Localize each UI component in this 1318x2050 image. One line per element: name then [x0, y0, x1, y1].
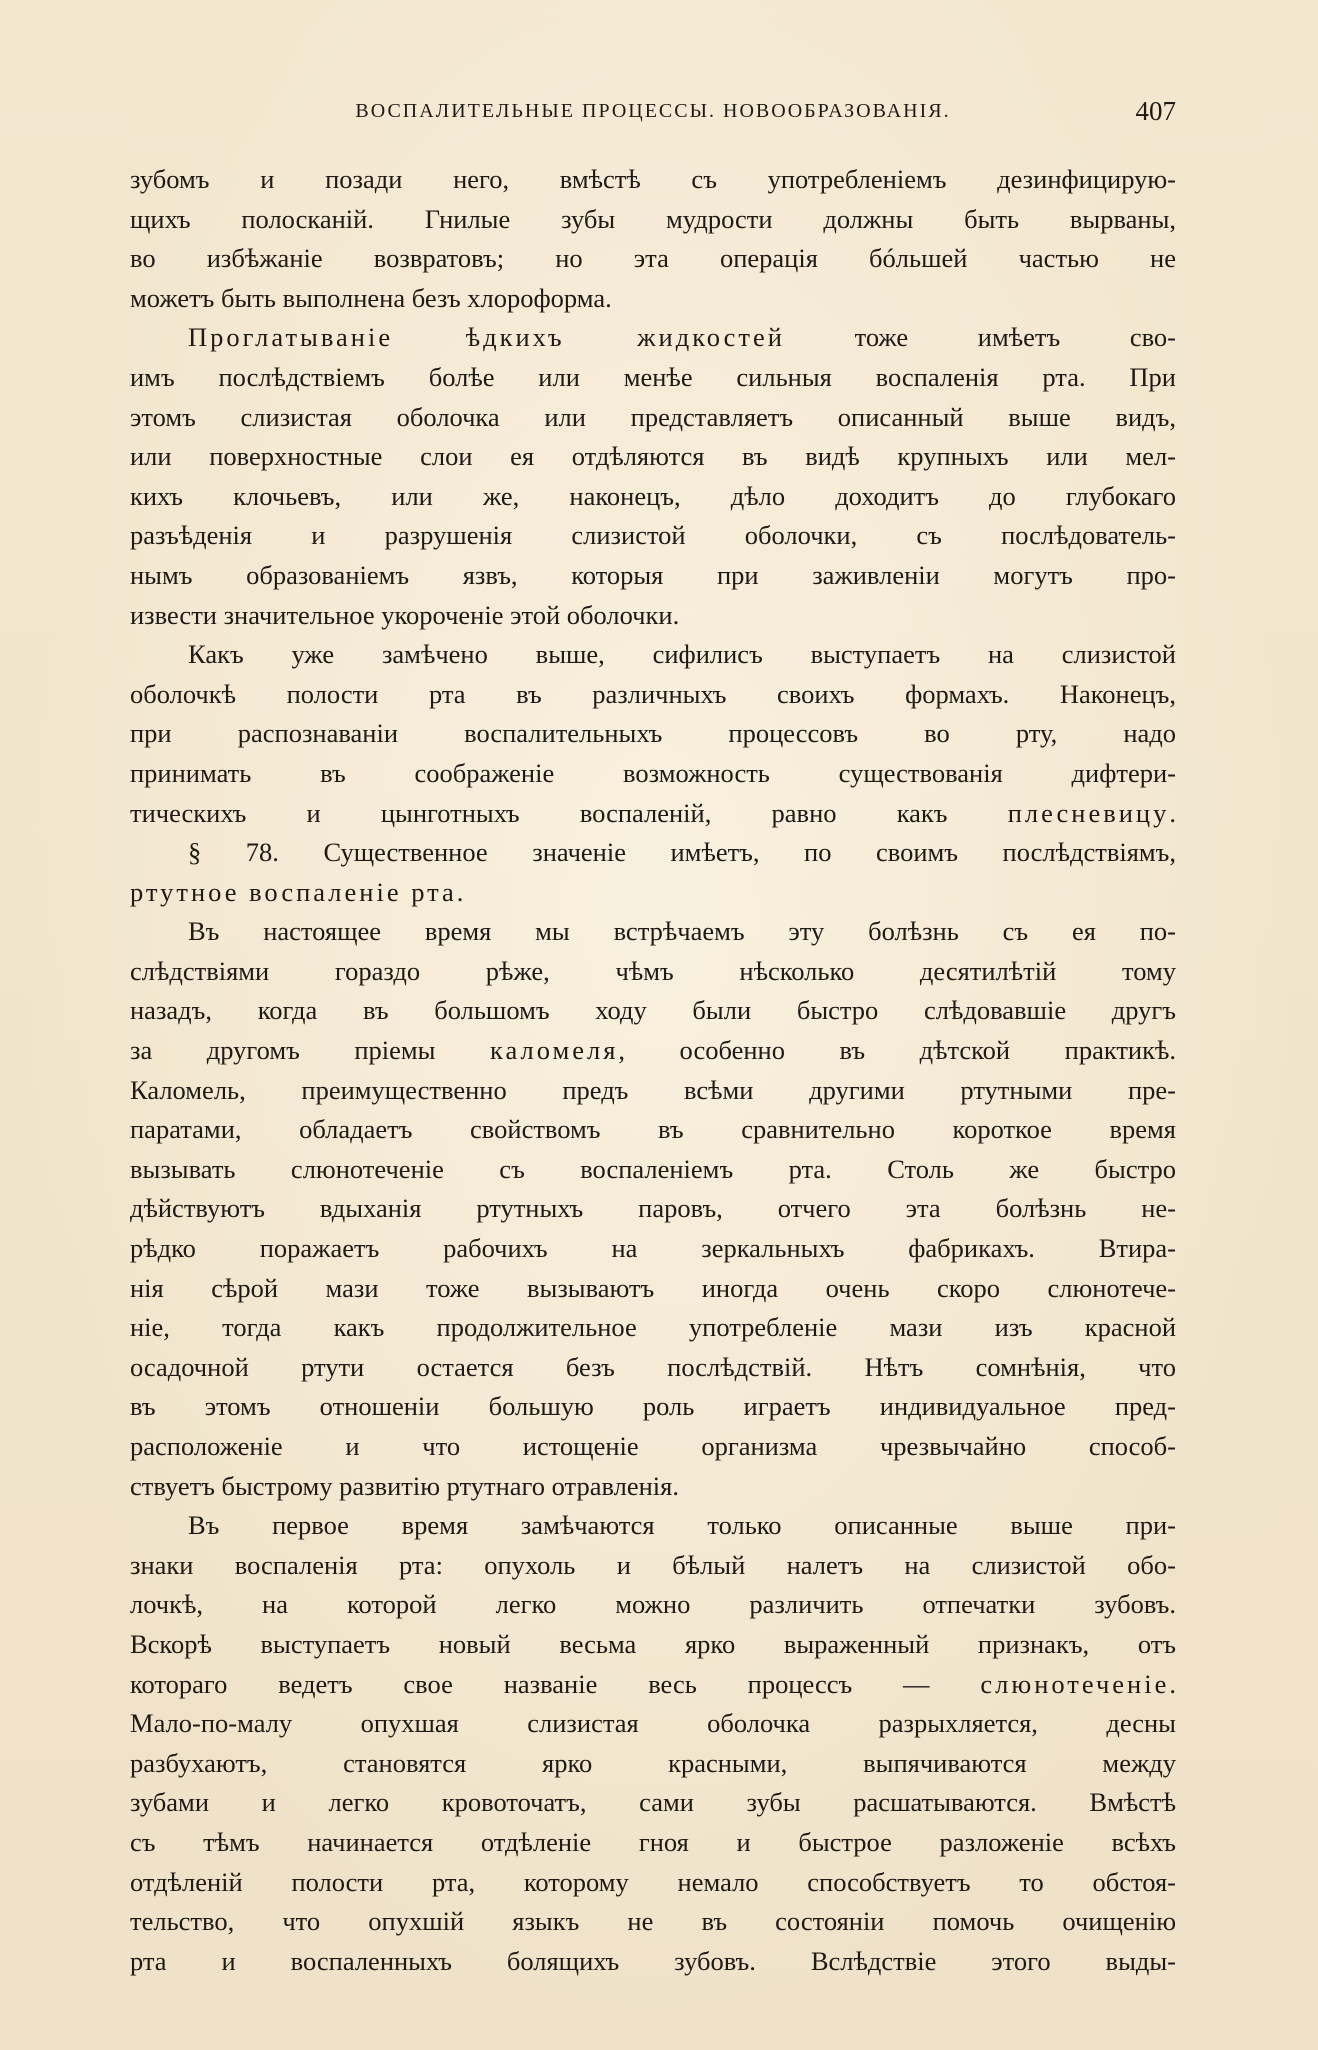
- text-line: котораго ведетъ свое названiе весь процессъ — слюнотеченiе.: [130, 1668, 1176, 1699]
- spaced-emphasis: каломеля: [490, 1035, 619, 1066]
- spaced-emphasis: слюнотеченiе: [980, 1668, 1170, 1699]
- text-line: ствуетъ быстрому развитiю ртутнаго отравленiя.: [130, 1470, 679, 1501]
- text-line: осадочной ртути остается безъ послѣдствiй. Нѣтъ сомнѣнiя, что: [130, 1351, 1176, 1382]
- text-line: этомъ слизистая оболочка или представляетъ описанный выше видъ,: [130, 401, 1176, 432]
- text-line: вызывать слюнотеченiе съ воспаленiемъ рта. Столь же быстро: [130, 1153, 1176, 1184]
- text-line: за другомъ прiемы каломеля, особенно въ дѣтской практикѣ.: [130, 1035, 1176, 1066]
- text-line: извести значительное укороченiе этой оболочки.: [130, 599, 680, 630]
- text-line: Вскорѣ выступаетъ новый весьма ярко выраженный признакъ, отъ: [130, 1628, 1176, 1659]
- text-line: рѣдко поражаетъ рабочихъ на зеркальныхъ фабрикахъ. Втира-: [130, 1233, 1176, 1264]
- text-line: нiе, тогда какъ продолжительное употребленiе мази изъ красной: [130, 1312, 1176, 1343]
- spaced-emphasis: Проглатыванiе ѣдкихъ жидкостей: [188, 322, 785, 353]
- text-line: въ этомъ отношенiи большую роль играетъ индивидуальное пред-: [130, 1391, 1176, 1422]
- text-line: Проглатыванiе ѣдкихъ жидкостей тоже имѣетъ сво-: [188, 322, 1176, 353]
- text-line: Въ настоящее время мы встрѣчаемъ эту болѣзнь съ ея по-: [188, 916, 1176, 947]
- text-line: тельство, что опухшiй языкъ не въ состоянiи помочь очищенiю: [130, 1906, 1176, 1937]
- text-line: оболочкѣ полости рта въ различныхъ своихъ формахъ. Наконецъ,: [130, 678, 1176, 709]
- text-line: щихъ полосканiй. Гнилые зубы мудрости должны быть вырваны,: [130, 203, 1176, 234]
- text-line: Мало-по-малу опухшая слизистая оболочка разрыхляется, десны: [130, 1708, 1176, 1739]
- text-line: зубомъ и позади него, вмѣстѣ съ употребленiемъ дезинфицирую-: [130, 164, 1176, 194]
- text-line: при распознаванiи воспалительныхъ процессовъ во рту, надо: [130, 718, 1176, 749]
- text-line: нiя сѣрой мази тоже вызываютъ иногда очень скоро слюнотече-: [130, 1272, 1176, 1303]
- text-line: отдѣленiй полости рта, которому немало способствуетъ то обстоя-: [130, 1866, 1176, 1897]
- text-line: знаки воспаленiя рта: опухоль и бѣлый налетъ на слизистой обо-: [130, 1549, 1176, 1580]
- text-line: или поверхностные слои ея отдѣляются въ видѣ крупныхъ или мел-: [130, 441, 1176, 472]
- text-line: Какъ уже замѣчено выше, сифилисъ выступаетъ на слизистой: [188, 639, 1176, 670]
- running-title: ВОСПАЛИТЕЛЬНЫЕ ПРОЦЕССЫ. НОВООБРАЗОВАНIЯ.: [355, 100, 951, 122]
- text-line: дѣйствуютъ вдыханiя ртутныхъ паровъ, отчего эта болѣзнь не-: [130, 1193, 1176, 1224]
- page-header: [130, 96, 1176, 136]
- text-line: лочкѣ, на которой легко можно различить отпечатки зубовъ.: [130, 1589, 1176, 1620]
- text-line: имъ послѣдствiемъ болѣе или менѣе сильныя воспаленiя рта. При: [130, 361, 1176, 392]
- spaced-emphasis: плесневицу: [1007, 797, 1170, 828]
- text-line: расположенiе и что истощенiе организма чрезвычайно способ-: [130, 1431, 1176, 1461]
- text-line: во избѣжанiе возвратовъ; но эта операцiя бóльшей частью не: [130, 243, 1176, 274]
- text-line: разбухаютъ, становятся ярко красными, выпячиваются между: [130, 1747, 1176, 1778]
- text-line: слѣдствiями гораздо рѣже, чѣмъ нѣсколько десятилѣтiй тому: [130, 955, 1176, 986]
- text-line: разъѣденiя и разрушенiя слизистой оболочки, съ послѣдователь-: [130, 520, 1176, 551]
- text-line: нымъ образованiемъ язвъ, которыя при заживленiи могутъ про-: [130, 559, 1176, 590]
- text-line: паратами, обладаетъ свойствомъ въ сравнительно короткое время: [130, 1114, 1176, 1145]
- text-line: тическихъ и цынготныхъ воспаленiй, равно какъ плесневицу.: [130, 797, 1176, 828]
- text-line: принимать въ соображенiе возможность существованiя дифтери-: [130, 757, 1176, 788]
- text-line: назадъ, когда въ большомъ ходу были быстро слѣдовавшiе другъ: [130, 995, 1176, 1026]
- text-line: кихъ клочьевъ, или же, наконецъ, дѣло доходитъ до глубокаго: [130, 480, 1176, 511]
- text-line: ртутное воспаленiе рта.: [130, 876, 464, 907]
- text-line: рта и воспаленныхъ болящихъ зубовъ. Вслѣдствiе этого выды-: [130, 1945, 1176, 1976]
- text-line: § 78. Существенное значенiе имѣетъ, по своимъ послѣдствiямъ,: [188, 837, 1176, 868]
- page-number: 407: [1135, 96, 1176, 126]
- text-line: Каломель, преимущественно предъ всѣми другими ртутными пре-: [130, 1074, 1176, 1105]
- text-line: Въ первое время замѣчаются только описанные выше при-: [188, 1510, 1176, 1541]
- text-line: можетъ быть выполнена безъ хлороформа.: [130, 282, 612, 313]
- spaced-emphasis: ртутное воспаленiе рта: [130, 876, 457, 907]
- body-text: [130, 160, 1176, 1981]
- text-line: зубами и легко кровоточатъ, сами зубы расшатываются. Вмѣстѣ: [130, 1787, 1176, 1818]
- text-line: съ тѣмъ начинается отдѣленiе гноя и быстрое разложенiе всѣхъ: [130, 1826, 1176, 1857]
